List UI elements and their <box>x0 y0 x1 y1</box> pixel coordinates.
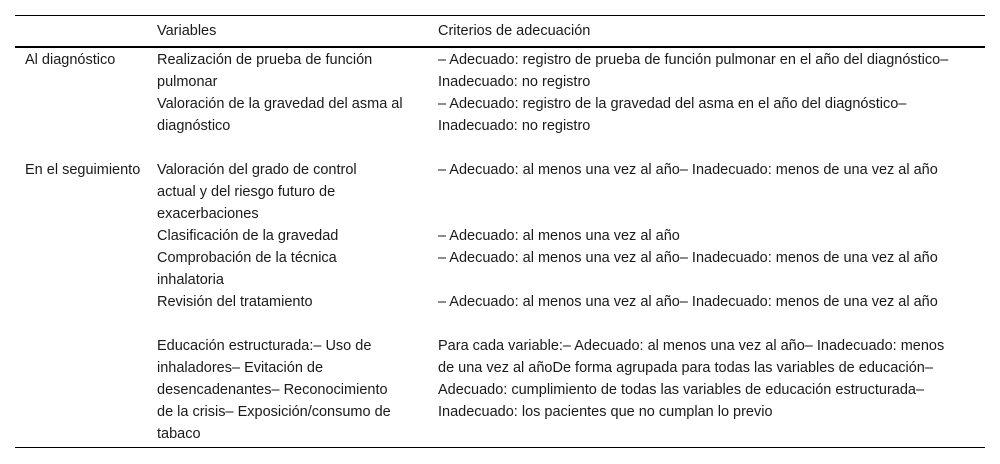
table-row-criterio: – Adecuado: al menos una vez al año <box>438 228 680 244</box>
group-label-diagnostico: Al diagnóstico <box>25 52 116 68</box>
group-label-seguimiento: En el seguimiento <box>25 162 141 178</box>
header-variables: Variables <box>157 23 217 39</box>
table-row-criterio: Para cada variable:– Adecuado: al menos una vez al año– Inadecuado: menos de una vez al añoDe forma agrupada para todas las variables de educación– Adecuado: cumplimiento de todas las variables de educación estructurada– Inadecuado: los pacientes que no cumplan lo previo <box>438 338 945 420</box>
table-row-variable: Valoración de la gravedad del asma al diagnóstico <box>157 96 403 134</box>
header-criterios: Criterios de adecuación <box>438 23 591 39</box>
table-row-variable: Comprobación de la técnica inhalatoria <box>157 250 337 288</box>
table-row-criterio: – Adecuado: al menos una vez al año– Inadecuado: menos de una vez al año <box>438 250 938 266</box>
table-row-variable: Valoración del grado de control actual y del riesgo futuro de exacerbaciones <box>157 162 357 222</box>
table-row-criterio: – Adecuado: registro de prueba de función pulmonar en el año del diagnóstico– Inadecuado: no registro <box>438 52 949 90</box>
table-top-rule <box>15 15 985 16</box>
table-bottom-rule <box>15 447 985 448</box>
table-row-criterio: – Adecuado: al menos una vez al año– Inadecuado: menos de una vez al año <box>438 294 938 310</box>
table-row-criterio: – Adecuado: al menos una vez al año– Inadecuado: menos de una vez al año <box>438 162 938 178</box>
table-row-variable: Revisión del tratamiento <box>157 294 313 310</box>
table-row-variable: Realización de prueba de función pulmonar <box>157 52 373 90</box>
header-rule <box>15 46 985 48</box>
table-row-variable: Clasificación de la gravedad <box>157 228 339 244</box>
table-row-variable: Educación estructurada:– Uso de inhaladores– Evitación de desencadenantes– Reconocimiento de la crisis– Exposición/consumo de tabaco <box>157 338 391 442</box>
table-row-criterio: – Adecuado: registro de la gravedad del asma en el año del diagnóstico– Inadecuado: no registro <box>438 96 907 134</box>
